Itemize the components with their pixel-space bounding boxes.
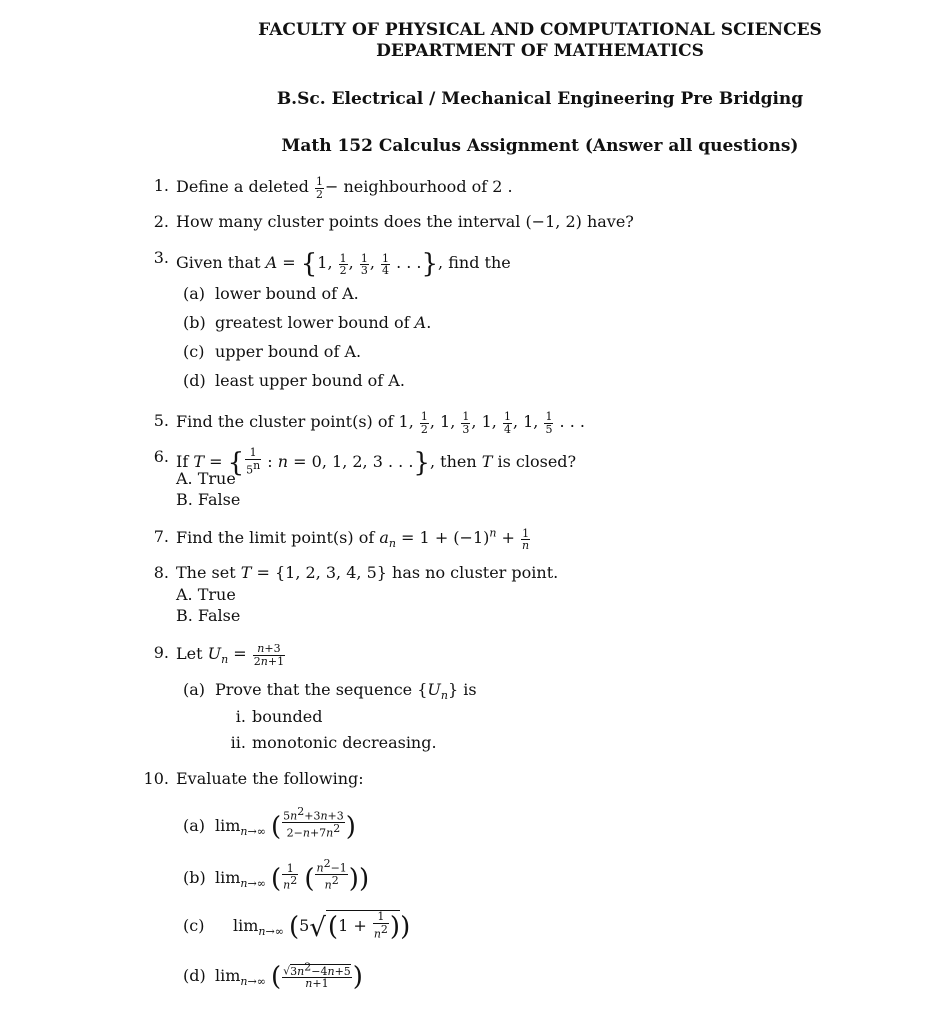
q6-option-b: B. False [176, 490, 241, 509]
q8-option-a: A. True [176, 585, 236, 604]
q10-part-d: (d) $\lim_{n\to\infty}$ ( $\frac{√3n^2-4n+5}{n+1}$ ) [183, 960, 363, 993]
question-9 [153, 642, 286, 668]
question-number: 7. [153, 527, 169, 546]
q9-subpart-ii: ii. monotonic decreasing. [230, 733, 437, 752]
question-10 [143, 769, 364, 789]
question-number: 3. [153, 248, 169, 267]
program-title: B.Sc. Electrical / Mechanical Engineering Pre Bridging [276, 89, 804, 109]
department-title: DEPARTMENT OF MATHEMATICS [376, 41, 704, 62]
q8-option-b: B. False [176, 606, 241, 625]
question-text: Find the cluster point(s) of 1, $\frac{1}{2}$ , 1, $\frac{1}{3}$ , 1, $\frac{1}{4}$ , 1, $\frac{1}{5}$ . . . [176, 410, 585, 436]
q3-part-b: (b) greatest lower bound of A. [183, 313, 432, 332]
question-text: Let $U_n$ = $\frac{n+3}{2n+1}$ [176, 642, 285, 668]
question-number: 6. [153, 447, 169, 466]
question-2 [153, 212, 634, 232]
q9-subpart-i: i. bounded [235, 707, 323, 726]
question-text: Evaluate the following: [176, 769, 364, 788]
question-7 [153, 526, 531, 553]
question-text: Find the limit point(s) of $a_n = 1 + (-1)^n$ + $\frac{1}{n}$ [176, 526, 530, 553]
q9-part-a: (a) Prove that the sequence $\{U_n\}$ is [183, 680, 477, 703]
header-block [230, 20, 850, 63]
question-number: 9. [153, 643, 169, 662]
assignment-title: Math 152 Calculus Assignment (Answer all questions) [281, 136, 799, 156]
question-1 [153, 175, 513, 201]
question-5 [153, 410, 585, 436]
q10-part-a: (a) $\lim_{n\to\infty}$ ( $\frac{5n^2+3n+3}{2-n+7n^2}$ ) [183, 805, 356, 842]
question-3 [153, 248, 511, 281]
faculty-title: FACULTY OF PHYSICAL AND COMPUTATIONAL SCIENCES [258, 20, 822, 40]
question-number: 5. [153, 411, 169, 430]
q10-part-c: (c) $\lim_{n\to\infty} (5√(1$ + $\frac{1}{n^2}$ )) [183, 910, 411, 944]
q3-part-c: (c) upper bound of A. [183, 342, 362, 361]
question-number: 2. [153, 212, 169, 231]
question-number: 8. [153, 563, 169, 582]
q3-part-d: (d) least upper bound of A. [183, 371, 405, 390]
question-text: The set T = {1, 2, 3, 4, 5} has no cluster point. [176, 563, 559, 582]
q6-option-a: A. True [176, 469, 236, 488]
question-number: 1. [153, 176, 169, 195]
q10-part-b: (b) $\lim_{n\to\infty}$ ( $\frac{1}{n^2}$ ( $\frac{n^2-1}{n^2}$ )) [183, 857, 370, 894]
question-8 [153, 563, 559, 583]
question-text: Given that A = {1, $\frac{1}{2}$ , $\frac{1}{3}$ , $\frac{1}{4}$ . . .}, find the [176, 249, 511, 279]
question-text: Define a deleted $\frac{1}{2}$ − neighbourhood of 2 . [176, 175, 513, 201]
question-number: 10. [143, 769, 169, 788]
q3-part-a: (a) lower bound of A. [183, 284, 359, 303]
question-text: How many cluster points does the interval (−1, 2) have? [176, 212, 634, 231]
question-text: If T = { $\frac{1}{5^n}$ : n = 0, 1, 2, 3 . . .}, then T is closed? [176, 446, 577, 479]
question-6 [153, 446, 577, 480]
